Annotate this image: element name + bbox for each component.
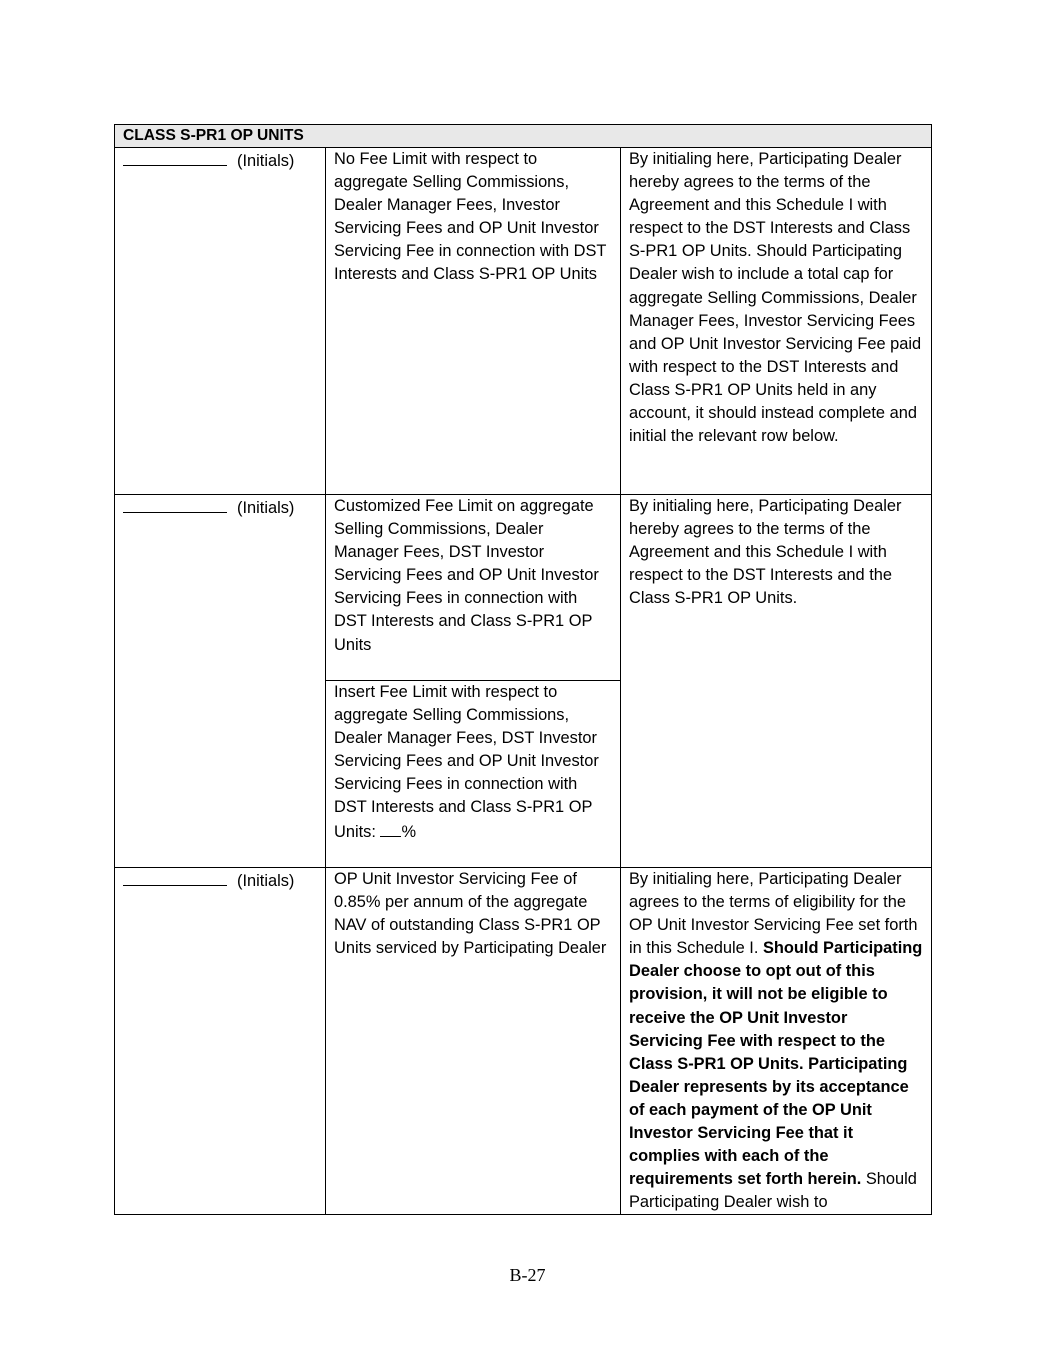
terms-bold-text: Should Participating Dealer choose to opt out of this provision, it will not be eligible to receive the OP Unit Investor Servicing Fee with respect to the Class S-PR1 OP Units. Participating Dealer represents by its acceptance of each payment of the OP Unit Investor Servicing Fee that it complies with each of the requirements set forth herein. xyxy=(629,939,923,1189)
fee-schedule-table xyxy=(114,124,932,1215)
initials-label: (Initials) xyxy=(237,872,295,890)
initials-blank[interactable] xyxy=(123,148,227,166)
table-row xyxy=(115,868,932,1215)
initials-cell xyxy=(115,868,326,1215)
table-heading-row xyxy=(115,125,932,148)
fee-description: Customized Fee Limit on aggregate Selling Commissions, Dealer Manager Fees, DST Investor Servicing Fees and OP Unit Investor Servicing Fees in connection with DST Interests and Class S-PR1 OP Units xyxy=(326,495,621,681)
fee-limit-insert-text: Insert Fee Limit with respect to aggregate Selling Commissions, Dealer Manager Fees, DST Investor Servicing Fees and OP Unit Investor Servicing Fees in connection with DST Interests and Class S-PR1 OP Units: xyxy=(334,683,599,841)
initials-label: (Initials) xyxy=(237,499,295,517)
initials-blank[interactable] xyxy=(123,495,227,513)
fee-limit-insert xyxy=(326,681,621,868)
table-heading: CLASS S-PR1 OP UNITS xyxy=(115,125,932,148)
table-row xyxy=(115,148,932,495)
table-row xyxy=(115,495,932,681)
terms-plain-end: Should Participating Dealer wish to xyxy=(629,1170,917,1212)
fee-description: No Fee Limit with respect to aggregate Selling Commissions, Dealer Manager Fees, Investor Servicing Fees and OP Unit Investor Servicing Fee in connection with DST Interests and Class S-PR1 OP Units xyxy=(326,148,621,495)
initials-label: (Initials) xyxy=(237,152,295,170)
initials-cell xyxy=(115,495,326,868)
initials-cell xyxy=(115,148,326,495)
fee-limit-percent-blank[interactable] xyxy=(380,820,401,837)
page-number: B-27 xyxy=(509,1265,546,1285)
terms-text: By initialing here, Participating Dealer hereby agrees to the terms of the Agreement and this Schedule I with respect to the DST Interests and the Class S-PR1 OP Units. xyxy=(621,495,932,868)
terms-text xyxy=(621,868,932,1215)
initials-blank[interactable] xyxy=(123,868,227,886)
fee-description: OP Unit Investor Servicing Fee of 0.85% per annum of the aggregate NAV of outstanding Class S-PR1 OP Units serviced by Participating Dealer xyxy=(326,868,621,1215)
fee-limit-percent-sign: % xyxy=(401,822,417,841)
terms-text: By initialing here, Participating Dealer hereby agrees to the terms of the Agreement and this Schedule I with respect to the DST Interests and Class S-PR1 OP Units. Should Participating Dealer wish to include a total cap for aggregate Selling Commissions, Dealer Manager Fees, Investor Servicing Fees and OP Unit Investor Servicing Fee paid with respect to the DST Interests and Class S-PR1 OP Units held in any account, it should instead complete and initial the relevant row below. xyxy=(621,148,932,495)
terms-plain-start: By initialing here, Participating Dealer agrees to the terms of eligibility for the OP Unit Investor Servicing Fee set forth in this Schedule I. xyxy=(629,870,918,958)
